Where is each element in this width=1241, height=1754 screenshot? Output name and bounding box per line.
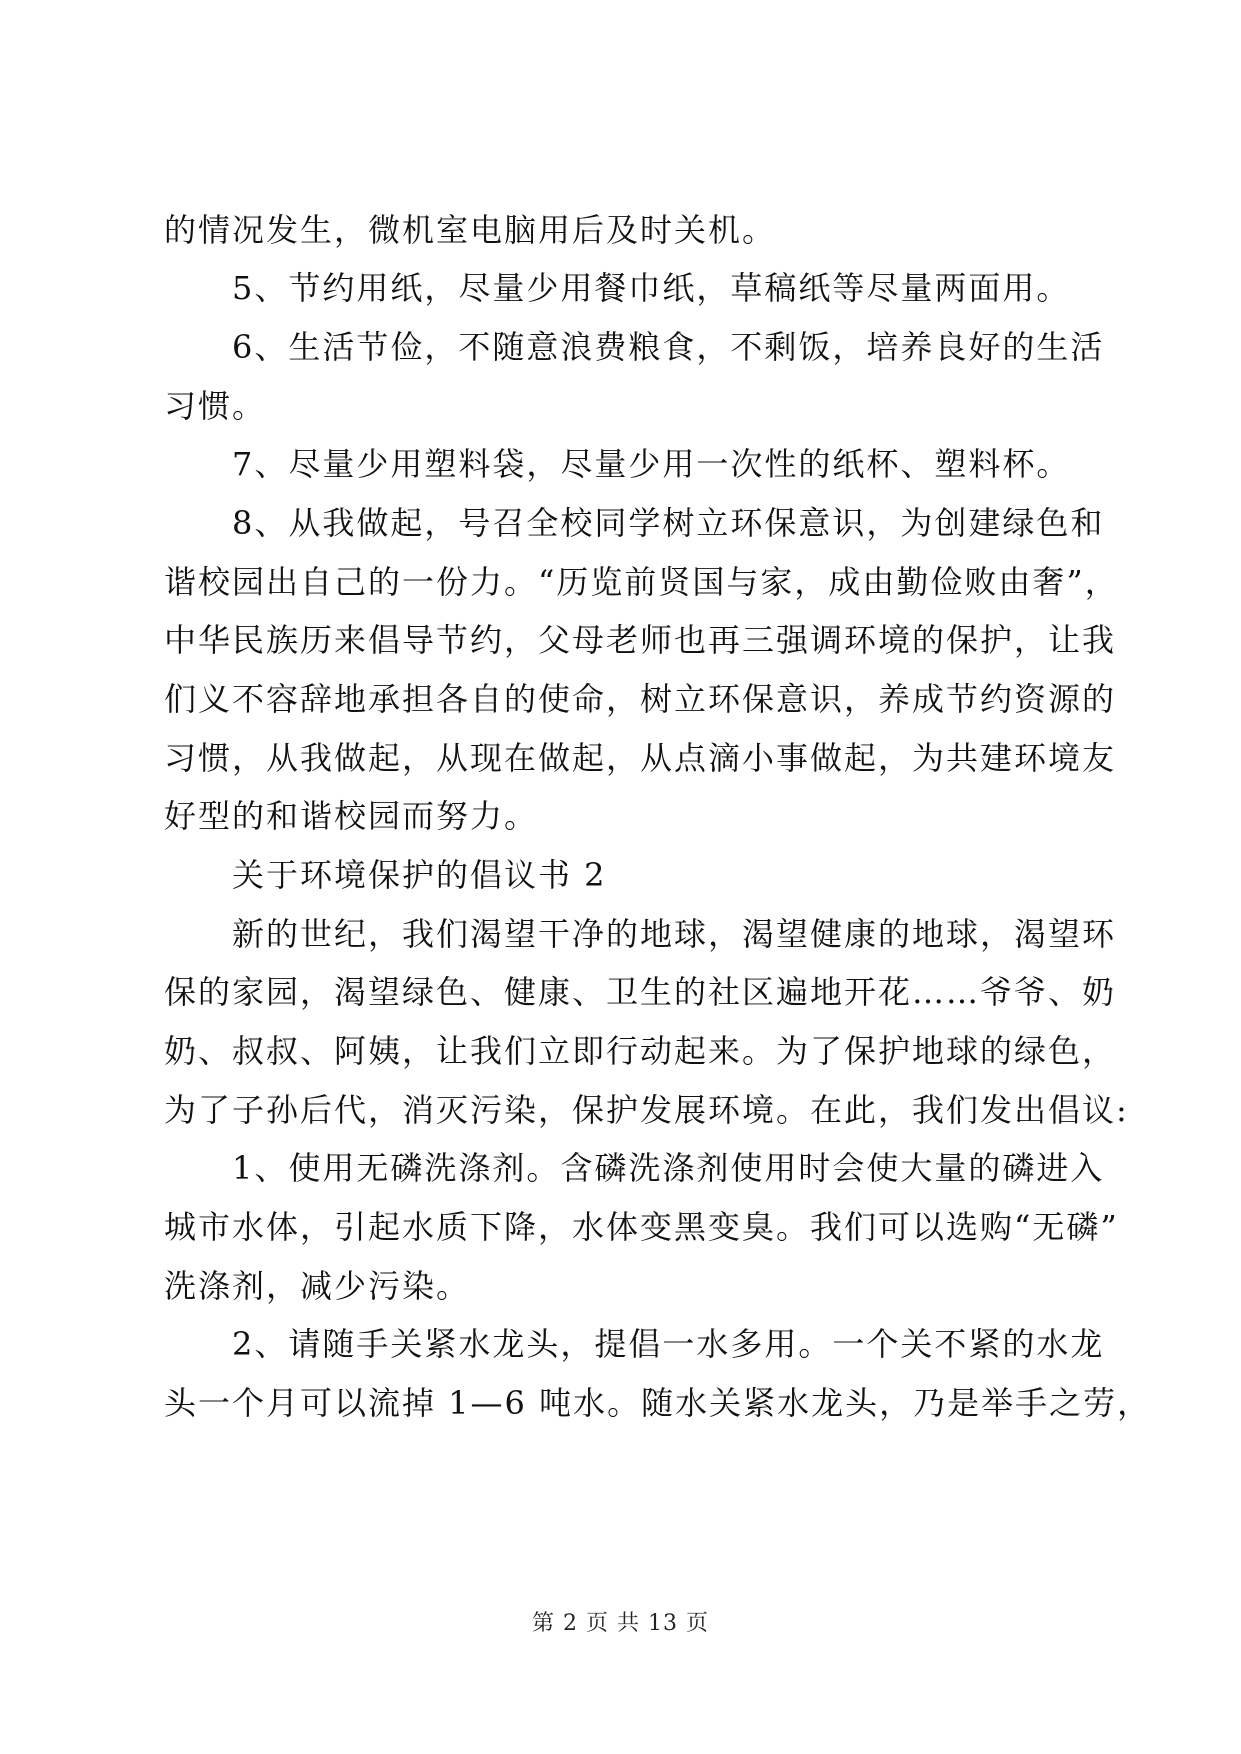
text-line-3: 6、生活节俭，不随意浪费粮食，不剩饭，培养良好的生活 (232, 328, 1105, 366)
text-line-10: 习惯，从我做起，从现在做起，从点滴小事做起，为共建环境友 (164, 739, 1117, 777)
text-line-16: 为了子孙后代，消灭污染，保护发展环境。在此，我们发出倡议: (164, 1091, 1129, 1129)
text-line-5: 7、尽量少用塑料袋，尽量少用一次性的纸杯、塑料杯。 (232, 445, 1071, 483)
text-line-6: 8、从我做起，号召全校同学树立环保意识，为创建绿色和 (232, 504, 1105, 542)
text-line-11: 好型的和谐校园而努力。 (164, 797, 539, 835)
section-heading: 关于环境保护的倡议书 2 (232, 856, 607, 894)
text-line-17: 1、使用无磷洗涤剂。含磷洗涤剂使用时会使大量的磷进入 (232, 1149, 1105, 1187)
text-line-8: 中华民族历来倡导节约，父母老师也再三强调环境的保护，让我 (164, 621, 1117, 659)
text-line-2: 5、节约用纸，尽量少用餐巾纸，草稿纸等尽量两面用。 (232, 269, 1071, 307)
text-line-9: 们义不容辞地承担各自的使命，树立环保意识，养成节约资源的 (164, 680, 1117, 718)
text-line-7: 谐校园出自己的一份力。“历览前贤国与家，成由勤俭败由奢”， (164, 563, 1119, 601)
text-line-1: 的情况发生，微机室电脑用后及时关机。 (164, 211, 777, 249)
text-line-14: 保的家园，渴望绿色、健康、卫生的社区遍地开花……爷爷、奶 (164, 973, 1117, 1011)
text-line-18: 城市水体，引起水质下降，水体变黑变臭。我们可以选购“无磷” (164, 1208, 1119, 1246)
text-line-13: 新的世纪，我们渴望干净的地球，渴望健康的地球，渴望环 (232, 915, 1117, 953)
text-line-20: 2、请随手关紧水龙头，提倡一水多用。一个关不紧的水龙 (232, 1325, 1105, 1363)
text-line-4: 习惯。 (164, 387, 267, 425)
text-line-21: 头一个月可以流掉 1—6 吨水。随水关紧水龙头，乃是举手之劳， (164, 1384, 1152, 1422)
text-line-15: 奶、叔叔、阿姨，让我们立即行动起来。为了保护地球的绿色， (164, 1032, 1117, 1070)
page-footer: 第 2 页 共 13 页 (532, 1611, 709, 1636)
text-line-19: 洗涤剂，减少污染。 (164, 1267, 471, 1305)
